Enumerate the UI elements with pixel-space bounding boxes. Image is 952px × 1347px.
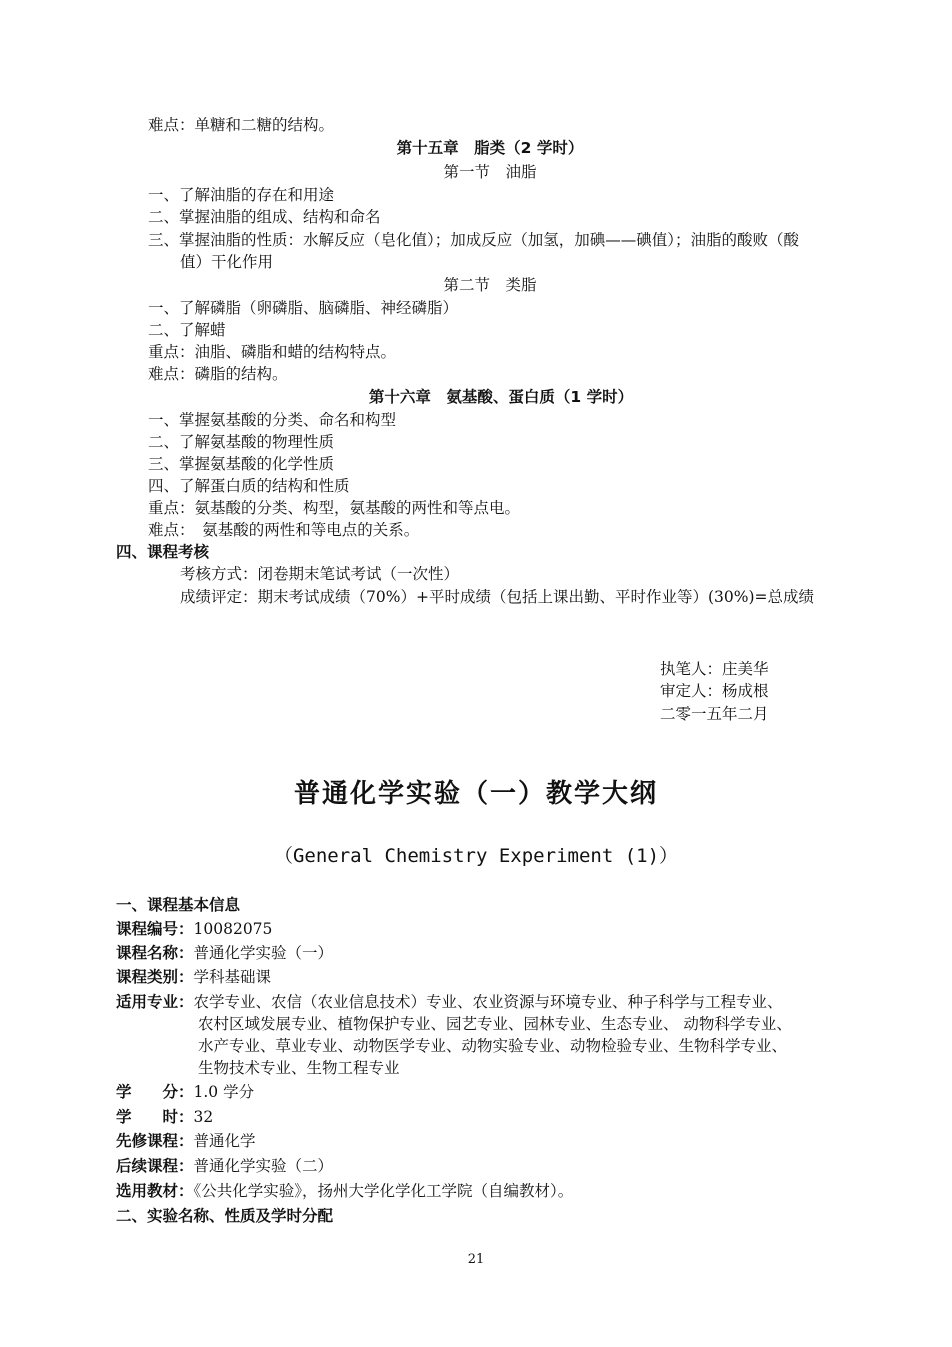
course-type-label: 课程类别： xyxy=(116,968,194,986)
course-name-row xyxy=(116,942,333,964)
section-1-heading: 一、课程基本信息 xyxy=(116,896,241,914)
majors-label: 适用专业： xyxy=(116,993,194,1011)
ch16-item-2: 二、了解氨基酸的物理性质 xyxy=(148,433,335,451)
course-code-value: 10082075 xyxy=(193,920,273,938)
course-name-label: 课程名称： xyxy=(116,944,194,962)
chapter-15-section-1-title: 第一节 油脂 xyxy=(443,163,537,181)
ch15-s1-item-1: 一、了解油脂的存在和用途 xyxy=(148,186,335,204)
credit-label: 学 分： xyxy=(116,1083,194,1101)
ch15-s1-item-3: 三、掌握油脂的性质：水解反应（皂化值）；加成反应（加氢，加碘——碘值）；油脂的酸败（酸 xyxy=(148,231,800,249)
majors-row xyxy=(116,991,783,1013)
signature-writer: 执笔人：庄美华 xyxy=(660,660,769,678)
ch15-s2-item-1: 一、了解磷脂（卵磷脂、脑磷脂、神经磷脂） xyxy=(148,299,459,317)
majors-line-2: 农村区域发展专业、植物保护专业、园艺专业、园林专业、生态专业、 动物科学专业、 xyxy=(198,1015,792,1033)
prereq-label: 先修课程： xyxy=(116,1132,194,1150)
ch15-s1-item-3-cont: 值）干化作用 xyxy=(180,253,274,271)
hours-row xyxy=(116,1106,213,1128)
syllabus-title: 普通化学实验（一）教学大纲 xyxy=(293,779,658,809)
ch15-difficulty: 难点：磷脂的结构。 xyxy=(148,365,288,383)
syllabus-subtitle: （General Chemistry Experiment (1)） xyxy=(273,845,679,867)
textbook-value: 《公共化学实验》，扬州大学化学化工学院（自编教材）。 xyxy=(193,1182,574,1200)
ch16-difficulty: 难点： 氨基酸的两性和等电点的关系。 xyxy=(148,521,420,539)
ch15-s1-item-2: 二、掌握油脂的组成、结构和命名 xyxy=(148,208,381,226)
prereq-value: 普通化学 xyxy=(193,1132,256,1150)
followup-row xyxy=(116,1155,333,1177)
assessment-method: 考核方式：闭卷期末笔试考试（一次性） xyxy=(180,565,460,583)
ch15-key-points: 重点：油脂、磷脂和蜡的结构特点。 xyxy=(148,343,397,361)
hours-value: 32 xyxy=(193,1108,214,1126)
textbook-row xyxy=(116,1180,573,1202)
section-2-heading: 二、实验名称、性质及学时分配 xyxy=(116,1207,334,1225)
textbook-label: 选用教材： xyxy=(116,1182,194,1200)
course-code-row xyxy=(116,918,272,940)
signature-date: 二零一五年二月 xyxy=(660,705,769,723)
signature-reviewer: 审定人：杨成根 xyxy=(660,682,769,700)
ch16-item-3: 三、掌握氨基酸的化学性质 xyxy=(148,455,335,473)
ch16-item-4: 四、了解蛋白质的结构和性质 xyxy=(148,477,350,495)
course-type-value: 学科基础课 xyxy=(193,968,272,986)
majors-line-1: 农学专业、农信（农业信息技术）专业、农业资源与环境专业、种子科学与工程专业、 xyxy=(193,993,783,1011)
ch15-s2-item-2: 二、了解蜡 xyxy=(148,321,226,339)
course-name-value: 普通化学实验（一） xyxy=(193,944,334,962)
followup-label: 后续课程： xyxy=(116,1157,194,1175)
majors-line-4: 生物技术专业、生物工程专业 xyxy=(198,1059,400,1077)
assessment-grading: 成绩评定：期末考试成绩（70%）+平时成绩（包括上课出勤、平时作业等）(30%)=总成绩 xyxy=(180,588,814,606)
page-number: 21 xyxy=(467,1252,485,1267)
chapter-15-section-2-title: 第二节 类脂 xyxy=(443,276,537,294)
prereq-row xyxy=(116,1130,256,1152)
majors-line-3: 水产专业、草业专业、动物医学专业、动物实验专业、动物检验专业、生物科学专业、 xyxy=(198,1037,788,1055)
ch16-key-points: 重点：氨基酸的分类、构型，氨基酸的两性和等点电。 xyxy=(148,499,521,517)
difficulty-line-prev: 难点：单糖和二糖的结构。 xyxy=(148,116,335,134)
credit-row xyxy=(116,1081,254,1103)
assessment-heading: 四、课程考核 xyxy=(116,543,210,561)
ch16-item-1: 一、掌握氨基酸的分类、命名和构型 xyxy=(148,411,397,429)
chapter-15-title: 第十五章 脂类（2 学时） xyxy=(396,139,584,157)
hours-label: 学 时： xyxy=(116,1108,194,1126)
followup-value: 普通化学实验（二） xyxy=(193,1157,334,1175)
chapter-16-title: 第十六章 氨基酸、蛋白质（1 学时） xyxy=(368,388,634,406)
course-code-label: 课程编号： xyxy=(116,920,194,938)
course-type-row xyxy=(116,966,271,988)
credit-value: 1.0 学分 xyxy=(193,1083,255,1101)
